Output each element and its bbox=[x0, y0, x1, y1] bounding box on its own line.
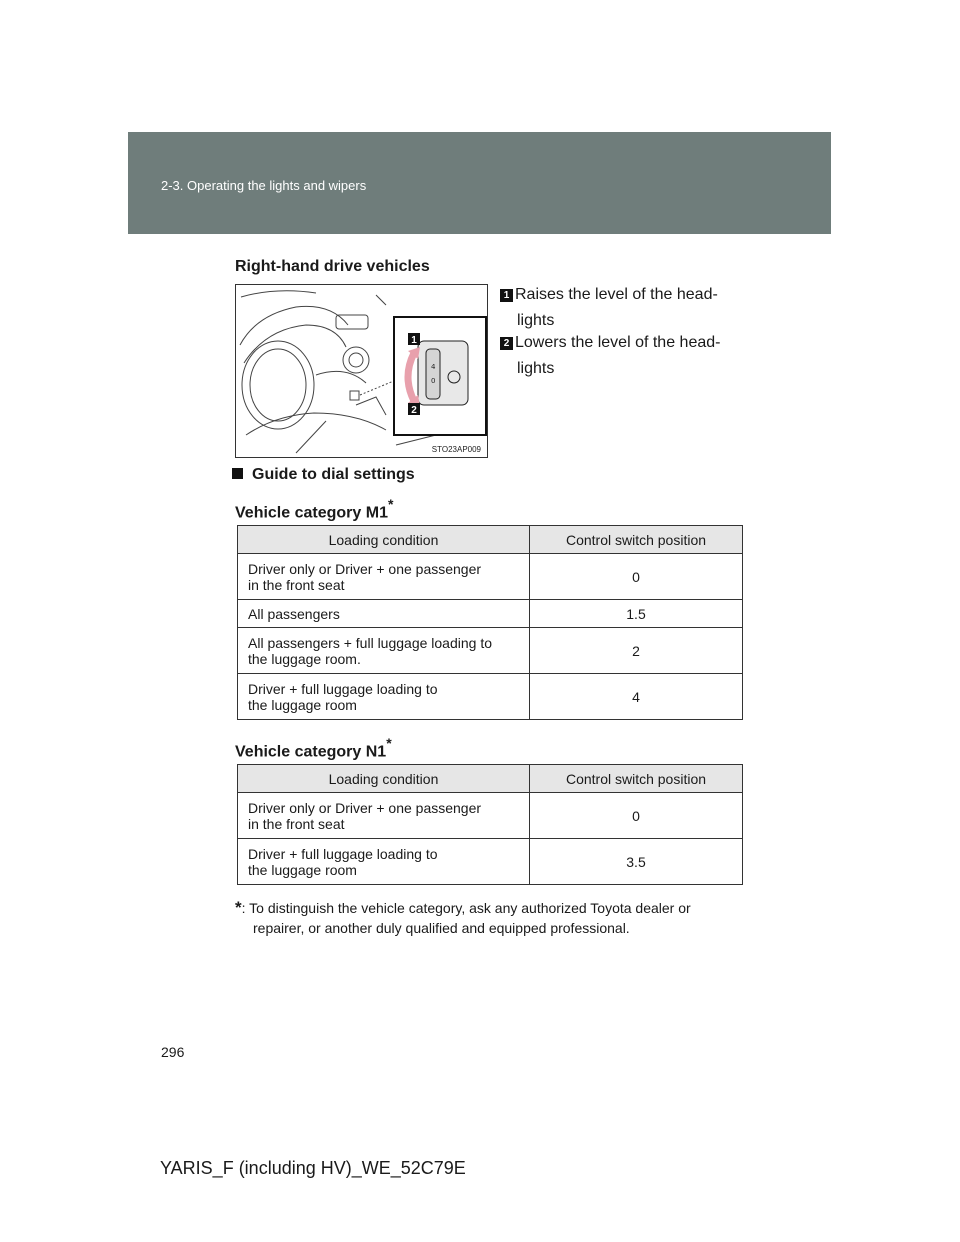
n1-title bbox=[235, 737, 392, 761]
figure-label-2: 2 bbox=[411, 405, 417, 416]
footnote-line-2: repairer, or another duly qualified and equipped professional. bbox=[253, 920, 630, 936]
table-row bbox=[238, 793, 743, 839]
callout-number-2: 2 bbox=[500, 337, 513, 350]
dial-switch bbox=[418, 341, 468, 405]
callout-number-1: 1 bbox=[500, 289, 513, 302]
callout-text-2: Lowers the level of the head- bbox=[515, 334, 721, 351]
figure-code: STO23AP009 bbox=[431, 445, 481, 454]
svg-text:0: 0 bbox=[431, 377, 436, 385]
table-cell: All passengers + full luggage loading to the luggage room. bbox=[238, 628, 530, 674]
m1-title-text: Vehicle category M1 bbox=[235, 504, 388, 522]
footnote bbox=[235, 898, 743, 938]
table-header-row bbox=[238, 765, 743, 793]
guide-heading-text: Guide to dial settings bbox=[252, 466, 415, 483]
table-cell: Driver + full luggage loading to the luggage room bbox=[238, 839, 530, 885]
column-header: Control switch position bbox=[530, 765, 743, 793]
section-title: Right-hand drive vehicles bbox=[235, 258, 430, 275]
table-cell: 1.5 bbox=[530, 600, 743, 628]
callout-text-1: Raises the level of the head- bbox=[515, 286, 718, 303]
m1-asterisk: * bbox=[387, 496, 394, 512]
page-number: 296 bbox=[161, 1044, 185, 1060]
table-cell: Driver only or Driver + one passenger in the front seat bbox=[238, 554, 530, 600]
callout-2 bbox=[500, 330, 750, 382]
n1-asterisk: * bbox=[386, 735, 392, 751]
table-header-row bbox=[238, 526, 743, 554]
callout-1 bbox=[500, 282, 750, 334]
headlight-leveling-illustration bbox=[235, 284, 488, 458]
m1-title bbox=[235, 498, 393, 522]
m1-table bbox=[237, 525, 743, 720]
table-cell: Driver only or Driver + one passenger in the front seat bbox=[238, 793, 530, 839]
callout-text-1-cont: lights bbox=[517, 312, 555, 329]
table-row bbox=[238, 600, 743, 628]
svg-text:4: 4 bbox=[431, 363, 436, 371]
footnote-asterisk: * bbox=[235, 898, 242, 917]
table-row bbox=[238, 628, 743, 674]
section-header: 2-3. Operating the lights and wipers bbox=[161, 178, 367, 193]
n1-table bbox=[237, 764, 743, 885]
column-header: Control switch position bbox=[530, 526, 743, 554]
figure-label-1: 1 bbox=[411, 335, 417, 346]
guide-heading bbox=[232, 466, 415, 484]
footnote-line-1: : To distinguish the vehicle category, ask any authorized Toyota dealer or bbox=[241, 900, 691, 916]
table-row bbox=[238, 674, 743, 720]
column-header: Loading condition bbox=[238, 765, 530, 793]
table-cell: 2 bbox=[530, 628, 743, 674]
table-cell: 4 bbox=[530, 674, 743, 720]
document-id: YARIS_F (including HV)_WE_52C79E bbox=[160, 1158, 466, 1178]
dashboard-drawing bbox=[236, 285, 487, 457]
table-cell: 3.5 bbox=[530, 839, 743, 885]
table-cell: 0 bbox=[530, 554, 743, 600]
table-cell: 0 bbox=[530, 793, 743, 839]
table-row bbox=[238, 554, 743, 600]
n1-title-text: Vehicle category N1 bbox=[235, 743, 387, 761]
callout-text-2-cont: lights bbox=[517, 360, 555, 377]
square-bullet-icon bbox=[232, 468, 243, 479]
table-cell: Driver + full luggage loading to the luggage room bbox=[238, 674, 530, 720]
table-cell: All passengers bbox=[238, 600, 530, 628]
table-row bbox=[238, 839, 743, 885]
column-header: Loading condition bbox=[238, 526, 530, 554]
